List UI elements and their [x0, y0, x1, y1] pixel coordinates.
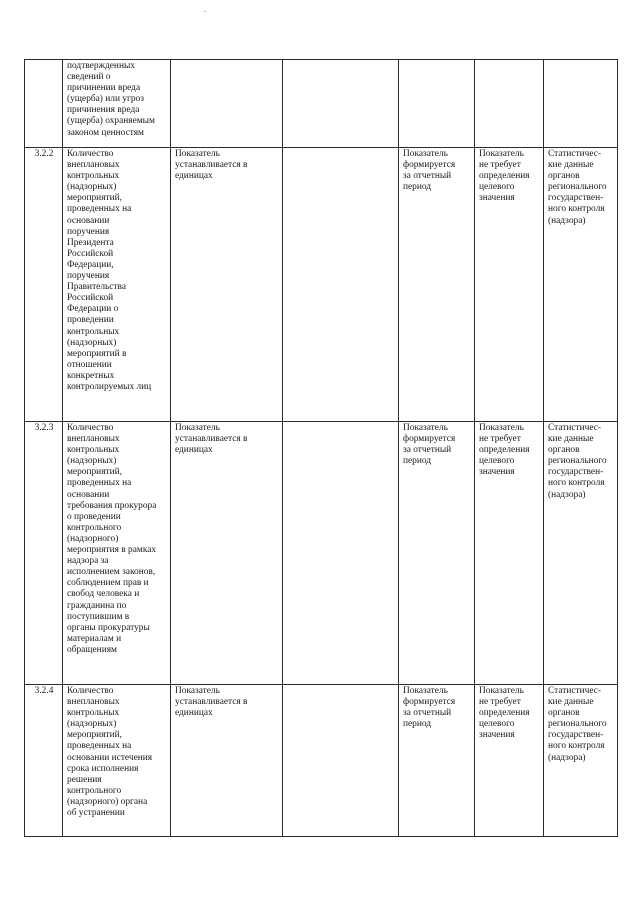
indicator-name-cell — [63, 685, 171, 837]
empty-cell — [283, 685, 399, 837]
data-source-text: Статистичес- кие данные органов регионального государствен- ного контроля (надзора) — [548, 149, 607, 226]
indicator-name-cell — [63, 422, 171, 685]
data-source-cell — [544, 685, 618, 837]
data-source-text: Статистичес- кие данные органов регионального государствен- ного контроля (надзора) — [548, 686, 607, 763]
indicator-name-cell — [63, 60, 171, 148]
indicator-name: Количество внеплановых контрольных (надзорных) мероприятий, проведенных на основании поручения Президента Российской Федерации, поручения Правительства Российской Федерации о проведении контрольных (надзорных) мероприятий в отношении конкретных контролируемых лиц — [67, 149, 152, 392]
target-value-text: Показатель не требует определения целевого значения — [479, 423, 530, 478]
row-number: 3.2.3 — [25, 422, 63, 685]
calculation-method: Показатель устанавливается в единицах — [175, 423, 248, 456]
empty-cell — [283, 148, 399, 422]
table-row — [25, 60, 618, 148]
indicator-name: подтвержденных сведений о причинении вреда (ущерба) или угроз причинения вреда (ущерба) охраняемым законом ценностям — [67, 61, 155, 138]
calculation-method-cell — [171, 60, 283, 148]
calculation-method-cell — [171, 422, 283, 685]
calculation-method-cell — [171, 148, 283, 422]
period-cell — [399, 148, 475, 422]
scan-artifact — [204, 11, 206, 12]
period-cell — [399, 422, 475, 685]
target-value-text: Показатель не требует определения целевого значения — [479, 686, 530, 741]
data-source-cell — [544, 422, 618, 685]
table-row — [25, 685, 618, 837]
empty-cell — [283, 60, 399, 148]
row-number: 3.2.2 — [25, 148, 63, 422]
period-cell — [399, 60, 475, 148]
empty-cell — [283, 422, 399, 685]
period-text: Показатель формируется за отчетный период — [403, 686, 456, 730]
data-source-cell — [544, 148, 618, 422]
target-value-cell — [475, 148, 544, 422]
target-value-cell — [475, 60, 544, 148]
calculation-method: Показатель устанавливается в единицах — [175, 149, 248, 182]
period-cell — [399, 685, 475, 837]
calculation-method: Показатель устанавливается в единицах — [175, 686, 248, 719]
data-source-text: Статистичес- кие данные органов регионального государствен- ного контроля (надзора) — [548, 423, 607, 500]
indicator-name: Количество внеплановых контрольных (надзорных) мероприятий, проведенных на основании требования прокурора о проведении контрольного (надзорного) мероприятия в рамках надзора за исполнением законов, соблюдением прав и свобод человека и гражданина по поступившим в органы прокуратуры материалам и обращениям — [67, 423, 157, 655]
data-source-cell — [544, 60, 618, 148]
period-text: Показатель формируется за отчетный период — [403, 423, 456, 467]
target-value-cell — [475, 422, 544, 685]
indicator-name-cell — [63, 148, 171, 422]
table-row — [25, 148, 618, 422]
period-text: Показатель формируется за отчетный период — [403, 149, 456, 193]
target-value-cell — [475, 685, 544, 837]
row-number: 3.2.4 — [25, 685, 63, 837]
table-row — [25, 422, 618, 685]
target-value-text: Показатель не требует определения целевого значения — [479, 149, 530, 204]
indicators-table — [24, 59, 618, 837]
row-number — [25, 60, 63, 148]
calculation-method-cell — [171, 685, 283, 837]
indicator-name: Количество внеплановых контрольных (надзорных) мероприятий, проведенных на основании истечения срока исполнения решения контрольного (надзорного) органа об устранении — [67, 686, 153, 819]
